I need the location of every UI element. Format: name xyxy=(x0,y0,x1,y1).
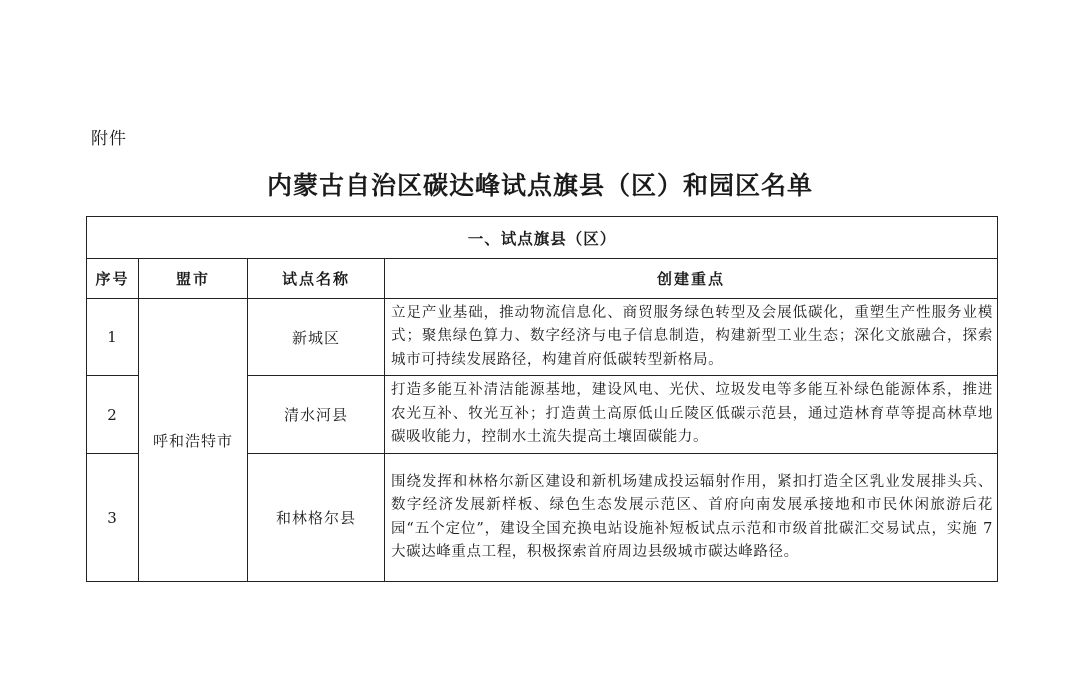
row-focus: 围绕发挥和林格尔新区建设和新机场建成投运辐射作用，紧扣打造全区乳业发展排头兵、数字经济发展新样板、绿色生态发展示范区、首府向南发展承接地和市民休闲旅游后花园“五个定位”，建设全国充换电站设施补短板试点示范和市级首批碳汇交易试点，实施 7 大碳达峰重点工程，积极探索首府周边县级城市碳达峰路径。 xyxy=(385,454,998,582)
row-pilot-name: 清水河县 xyxy=(248,376,385,454)
row-league-city: 呼和浩特市 xyxy=(139,299,248,582)
row-number: 3 xyxy=(87,454,139,582)
table-row xyxy=(87,299,998,376)
header-number: 序号 xyxy=(87,259,139,299)
attachment-label: 附件 xyxy=(91,129,127,149)
pilot-list-table xyxy=(86,216,998,582)
header-pilot-name: 试点名称 xyxy=(248,259,385,299)
header-focus: 创建重点 xyxy=(385,259,998,299)
row-focus: 打造多能互补清洁能源基地，建设风电、光伏、垃圾发电等多能互补绿色能源体系，推进农光互补、牧光互补；打造黄土高原低山丘陵区低碳示范县，通过造林育草等提高林草地碳吸收能力，控制水土流失提高土壤固碳能力。 xyxy=(385,376,998,454)
document-title: 内蒙古自治区碳达峰试点旗县（区）和园区名单 xyxy=(266,171,813,200)
row-number: 1 xyxy=(87,299,139,376)
header-league-city: 盟市 xyxy=(139,259,248,299)
row-pilot-name: 新城区 xyxy=(248,299,385,376)
row-number: 2 xyxy=(87,376,139,454)
row-focus: 立足产业基础，推动物流信息化、商贸服务绿色转型及会展低碳化，重塑生产性服务业模式；聚焦绿色算力、数字经济与电子信息制造，构建新型工业生态；深化文旅融合，探索城市可持续发展路径，构建首府低碳转型新格局。 xyxy=(385,299,998,376)
row-pilot-name: 和林格尔县 xyxy=(248,454,385,582)
section-header: 一、试点旗县（区） xyxy=(87,217,998,259)
